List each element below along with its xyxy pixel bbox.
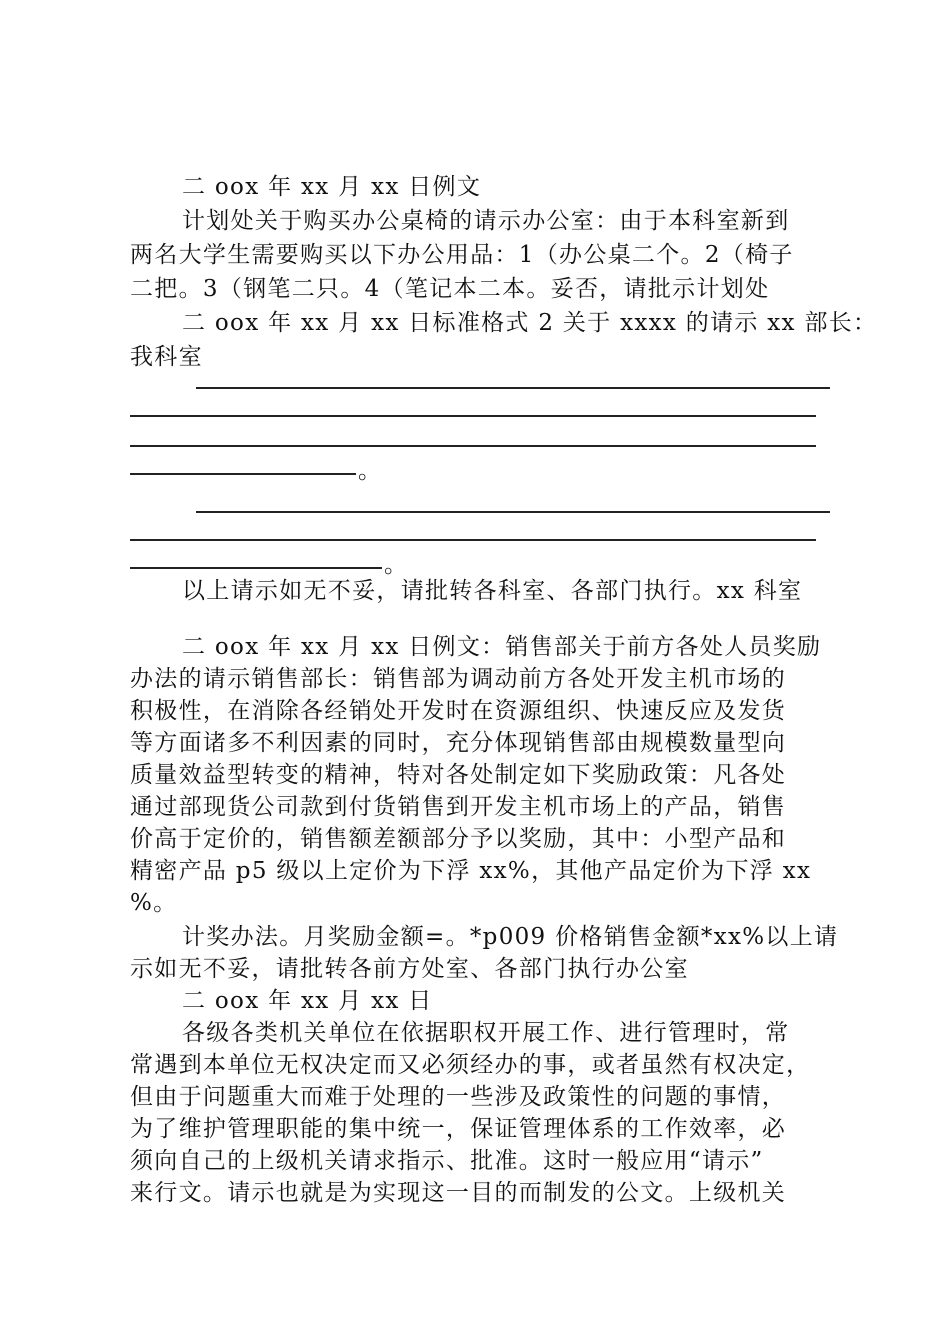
paragraph-line: 各级各类机关单位在依据职权开展工作、进行管理时，常	[182, 1020, 790, 1046]
blank-end-mark: 。	[358, 458, 381, 484]
paragraph-line: 为了维护管理职能的集中统一，保证管理体系的工作效率，必	[130, 1116, 787, 1142]
paragraph-line: 计奖办法。月奖励金额=。*p009 价格销售金额*xx%以上请	[182, 924, 839, 950]
blank-fill-line	[130, 370, 835, 400]
paragraph-line: 办法的请示销售部长：销售部为调动前方各处开发主机市场的	[130, 666, 787, 692]
blank-end-mark: 。	[384, 552, 407, 578]
paragraph-line: 示如无不妥，请批转各前方处室、各部门执行办公室	[130, 956, 689, 982]
paragraph-line: 质量效益型转变的精神，特对各处制定如下奖励政策：凡各处	[130, 762, 787, 788]
paragraph-line: 价高于定价的，销售额差额部分予以奖励，其中：小型产品和	[130, 826, 787, 852]
paragraph-line: 以上请示如无不妥，请批转各科室、各部门执行。xx 科室	[182, 578, 803, 604]
date-line-3: 二 oox 年 xx 月 xx 日	[182, 988, 433, 1014]
paragraph-line: 常遇到本单位无权决定而又必须经办的事，或者虽然有权决定，	[130, 1052, 811, 1078]
paragraph-line: 等方面诸多不利因素的同时，充分体现销售部由规模数量型向	[130, 730, 787, 756]
paragraph-line: 两名大学生需要购买以下办公用品：1（办公桌二个。2（椅子	[130, 242, 794, 268]
paragraph-line: 通过部现货公司款到付货销售到开发主机市场上的产品，销售	[130, 794, 787, 820]
paragraph-line: 积极性，在消除各经销处开发时在资源组织、快速反应及发货	[130, 698, 787, 724]
blank-fill-line	[130, 494, 835, 524]
blank-fill-line	[130, 522, 835, 552]
paragraph-line: 来行文。请示也就是为实现这一目的而制发的公文。上级机关	[130, 1180, 787, 1206]
paragraph-line: 但由于问题重大而难于处理的一些涉及政策性的问题的事情，	[130, 1084, 787, 1110]
blank-fill-line	[130, 398, 835, 428]
paragraph-line: 计划处关于购买办公桌椅的请示办公室：由于本科室新到	[182, 208, 790, 234]
date-line-1: 二 oox 年 xx 月 xx 日例文	[182, 174, 482, 200]
blank-fill-line	[130, 456, 835, 486]
paragraph-line: %。	[130, 890, 178, 916]
paragraph-line: 二 oox 年 xx 月 xx 日例文：销售部关于前方各处人员奖励	[182, 634, 822, 660]
paragraph-line: 二把。3（钢笔二只。4（笔记本二本。妥否，请批示计划处	[130, 276, 770, 302]
paragraph-line: 二 oox 年 xx 月 xx 日标准格式 2 关于 xxxx 的请示 xx 部长：	[182, 310, 878, 336]
blank-fill-line	[130, 428, 835, 458]
paragraph-line: 精密产品 p5 级以上定价为下浮 xx%，其他产品定价为下浮 xx	[130, 858, 812, 884]
paragraph-line: 须向自己的上级机关请求指示、批准。这时一般应用“请示”	[130, 1148, 764, 1174]
paragraph-line: 我科室	[130, 344, 203, 370]
